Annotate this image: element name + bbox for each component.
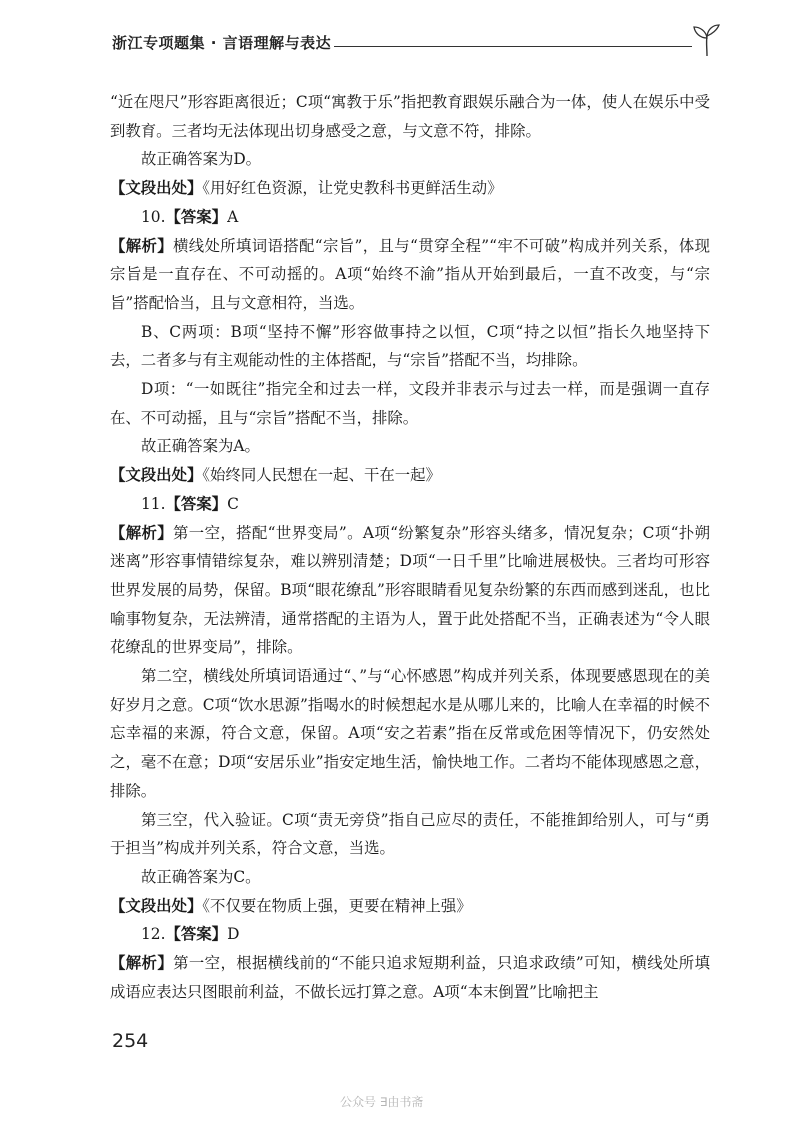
answer-tag: 【答案】 xyxy=(165,207,228,226)
explanation-tag: 【解析】 xyxy=(110,236,174,255)
explanation xyxy=(110,232,710,318)
source-tag: 【文段出处】 xyxy=(110,179,203,198)
answer-tag: 【答案】 xyxy=(165,494,228,513)
page-number: 254 xyxy=(112,1030,149,1052)
header-title: 浙江专项题集 · 言语理解与表达 xyxy=(112,34,332,52)
source-line xyxy=(110,461,710,490)
explanation xyxy=(110,519,710,663)
paragraph: 故正确答案为A。 xyxy=(141,437,260,456)
source-line xyxy=(110,174,710,203)
explanation-text: 第一空，搭配“世界变局”。A项“纷繁复杂”形容头绪多，情况复杂；C项“扑朔迷离”形容事情错综复杂，难以辨别清楚；D项“一日千里”比喻进展极快。三者均可形容世界发展的局势，保留。B项“眼花缭乱”形容眼睛看见复杂纷繁的东西而感到迷乱，也比喻事物复杂，无法辨清，通常搭配的主语为人，置于此处搭配不当，正确表述为“令人眼花缭乱的世界变局”，排除。 xyxy=(110,523,711,657)
answer-value: C xyxy=(227,494,239,513)
watermark: 公众号 ∃由书斋 xyxy=(340,1095,424,1109)
source-tag: 【文段出处】 xyxy=(110,466,203,485)
paragraph: D项：“一如既往”指完全和过去一样，文段并非表示与过去一样，而是强调一直存在、不可动摇，且与“宗旨”搭配不当，排除。 xyxy=(110,380,710,427)
question-number: 10. xyxy=(141,207,166,226)
paragraph: 第二空，横线处所填词语通过“、”与“心怀感恩”构成并列关系，体现要感恩现在的美好岁月之意。C项“饮水思源”指喝水的时候想起水是从哪儿来的，比喻人在幸福的时候不忘幸福的来源，符合文意，保留。A项“安之若素”指在反常或危困等情况下，仍安然处之，毫不在意；D项“安居乐业”指安定地生活，愉快地工作。二者均不能体现感恩之意，排除。 xyxy=(110,667,710,800)
explanation xyxy=(110,949,710,1006)
explanation-tag: 【解析】 xyxy=(110,523,174,542)
source-text: 《用好红色资源，让党史教科书更鲜活生动》 xyxy=(202,179,503,198)
answer-line-12 xyxy=(110,920,710,949)
answer-tag: 【答案】 xyxy=(165,925,228,944)
explanation-text: 横线处所填词语搭配“宗旨”，且与“贯穿全程”“牢不可破”构成并列关系，体现宗旨是一直存在、不可动摇的。A项“始终不渝”指从开始到最后，一直不改变，与“宗旨”搭配恰当，且与文意相符，当选。 xyxy=(110,236,710,312)
paragraph: 故正确答案为D。 xyxy=(141,150,262,169)
paragraph: “近在咫尺”形容距离很近；C项“寓教于乐”指把教育跟娱乐融合为一体，使人在娱乐中受到教育。三者均无法体现出切身感受之意，与文意不符，排除。 xyxy=(110,93,710,140)
paragraph: 故正确答案为C。 xyxy=(141,867,261,886)
source-text: 《始终同人民想在一起、干在一起》 xyxy=(202,466,441,485)
answer-value: D xyxy=(227,925,240,944)
answer-line-10 xyxy=(110,203,710,232)
paragraph: 第三空，代入验证。C项“责无旁贷”指自己应尽的责任，不能推卸给别人，可与“勇于担当”构成并列关系，符合文意，当选。 xyxy=(110,810,710,858)
explanation-text: 第一空，根据横线前的“不能只追求短期利益，只追求政绩”可知，横线处所填成语应表达只图眼前利益，不做长远打算之意。A项“本末倒置”比喻把主 xyxy=(110,954,710,1001)
question-number: 11. xyxy=(141,494,166,513)
source-tag: 【文段出处】 xyxy=(110,896,203,915)
source-line xyxy=(110,892,710,921)
sprout-icon xyxy=(690,24,724,58)
paragraph: B、C两项：B项“坚持不懈”形容做事持之以恒，C项“持之以恒”指长久地坚持下去，二者多与有主观能动性的主体搭配，与“宗旨”搭配不当，均排除。 xyxy=(110,322,710,370)
page-body xyxy=(110,88,710,1007)
explanation-tag: 【解析】 xyxy=(110,954,174,973)
header-rule xyxy=(334,46,692,47)
source-text: 《不仅要在物质上强，更要在精神上强》 xyxy=(202,896,472,915)
answer-value: A xyxy=(227,207,239,226)
question-number: 12. xyxy=(141,925,166,944)
running-header xyxy=(112,22,722,58)
answer-line-11 xyxy=(110,490,710,519)
